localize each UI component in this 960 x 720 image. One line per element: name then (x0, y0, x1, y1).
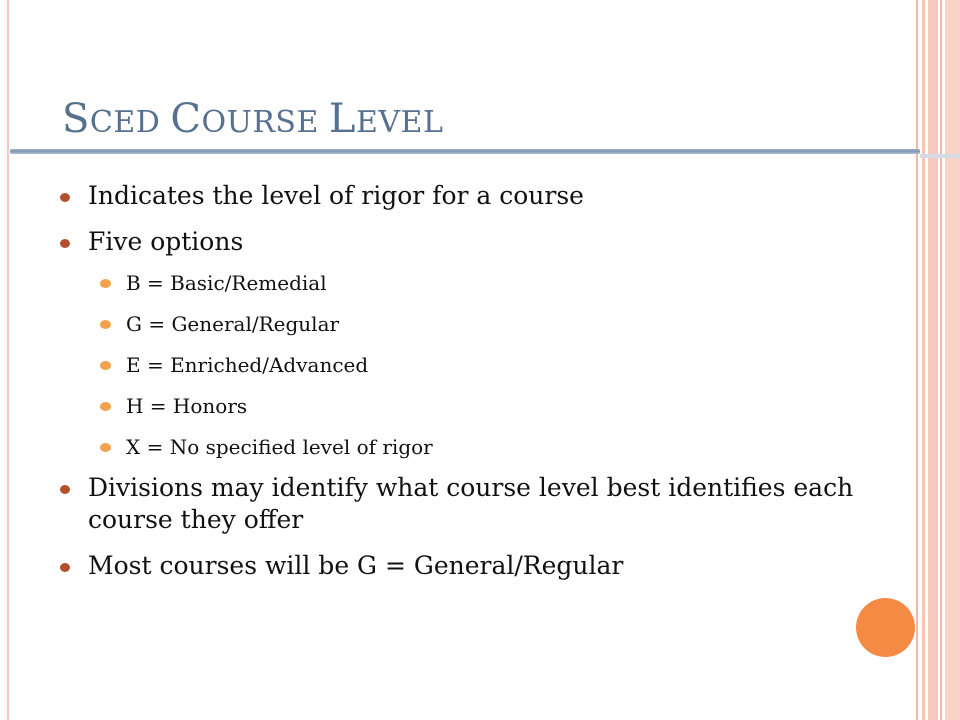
sub-bullet-item (60, 311, 920, 337)
sub-bullet-item (60, 434, 920, 460)
sub-bullet-item (60, 270, 920, 296)
bullet-dot-icon (60, 485, 70, 494)
sub-bullet-dot-icon (100, 279, 111, 288)
slide-title: SCED COURSE LEVEL (62, 96, 444, 142)
sub-bullet-dot-icon (100, 320, 111, 329)
sub-bullet-text: E = Enriched/Advanced (126, 353, 369, 377)
bullet-text: Most courses will be G = General/Regular (88, 551, 624, 580)
bullet-item (60, 550, 920, 582)
bullet-item (60, 180, 920, 212)
sub-bullet-dot-icon (100, 361, 111, 370)
sub-bullet-text: X = No specified level of rigor (126, 435, 433, 459)
bullet-item (60, 472, 920, 536)
orange-circle-decoration (856, 598, 915, 657)
bullet-dot-icon (60, 239, 70, 248)
bullet-dot-icon (60, 563, 70, 572)
bullet-text: Divisions may identify what course level best identifies each course they offer (88, 473, 854, 534)
bullet-text: Five options (88, 227, 244, 256)
sub-bullet-dot-icon (100, 443, 111, 452)
bullet-dot-icon (60, 193, 70, 202)
sub-bullet-text: H = Honors (126, 394, 248, 418)
bullet-list (60, 176, 920, 582)
title-underline-extension (920, 154, 960, 158)
sub-bullet-dot-icon (100, 402, 111, 411)
right-decorative-stripes (916, 0, 960, 720)
bullet-item (60, 226, 920, 258)
left-border-line (7, 0, 9, 720)
bullet-text: Indicates the level of rigor for a course (88, 181, 584, 210)
title-underline (10, 149, 920, 154)
sub-bullet-text: G = General/Regular (126, 312, 340, 336)
sub-bullet-text: B = Basic/Remedial (126, 271, 327, 295)
sub-bullet-item (60, 352, 920, 378)
sub-bullet-item (60, 393, 920, 419)
